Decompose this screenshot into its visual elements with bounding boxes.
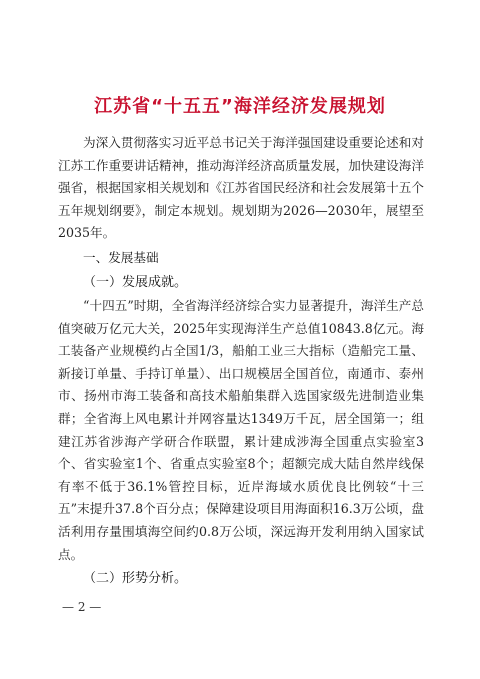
achievements-paragraph: “十四五”时期，全省海洋经济综合实力显著提升，海洋生产总值突破万亿元大关，2025年实现海洋生产总值10843.8亿元。海工装备产业规模约占全国1/3，船舶工业三大指标（造船完工量、新接订单量、手持订单量）、出口规模居全国首位，南通市、泰州市、扬州市海工装备和高技术船舶集群入选国家级先进制造业集群；全省海上风电累计并网容量达1349万千瓦，居全国第一；组建江苏省涉海产学研合作联盟，累计建成涉海全国重点实验室3个、省实验室1个、省重点实验室8个；超额完成大陆自然岸线保有率不低于36.1%管控目标，近岸海域水质优良比例较“十三五”末提升37.8个百分点；保障建设项目用海面积16.3万公顷，盘活利用存量围填海空间约0.8万公顷，深远海开发利用纳入国家试点。 bbox=[58, 297, 424, 562]
section-heading-development-basis: 一、发展基础 bbox=[83, 249, 159, 265]
document-body bbox=[58, 132, 424, 591]
subsection-heading-achievements: （一）发展成就。 bbox=[83, 274, 188, 290]
intro-paragraph: 为深入贯彻落实习近平总书记关于海洋强国建设重要论述和对江苏工作重要讲话精神，推动海洋经济高质量发展，加快建设海洋强省，根据国家相关规划和《江苏省国民经济和社会发展第十五个五年规划纲要》，制定本规划。规划期为2026—2030年，展望至2035年。 bbox=[58, 135, 424, 241]
document-title: 江苏省“十五五”海洋经济发展规划 bbox=[94, 96, 386, 117]
subsection-heading-situation-analysis: （二）形势分析。 bbox=[83, 571, 188, 587]
page-number: — 2 — bbox=[62, 600, 102, 614]
